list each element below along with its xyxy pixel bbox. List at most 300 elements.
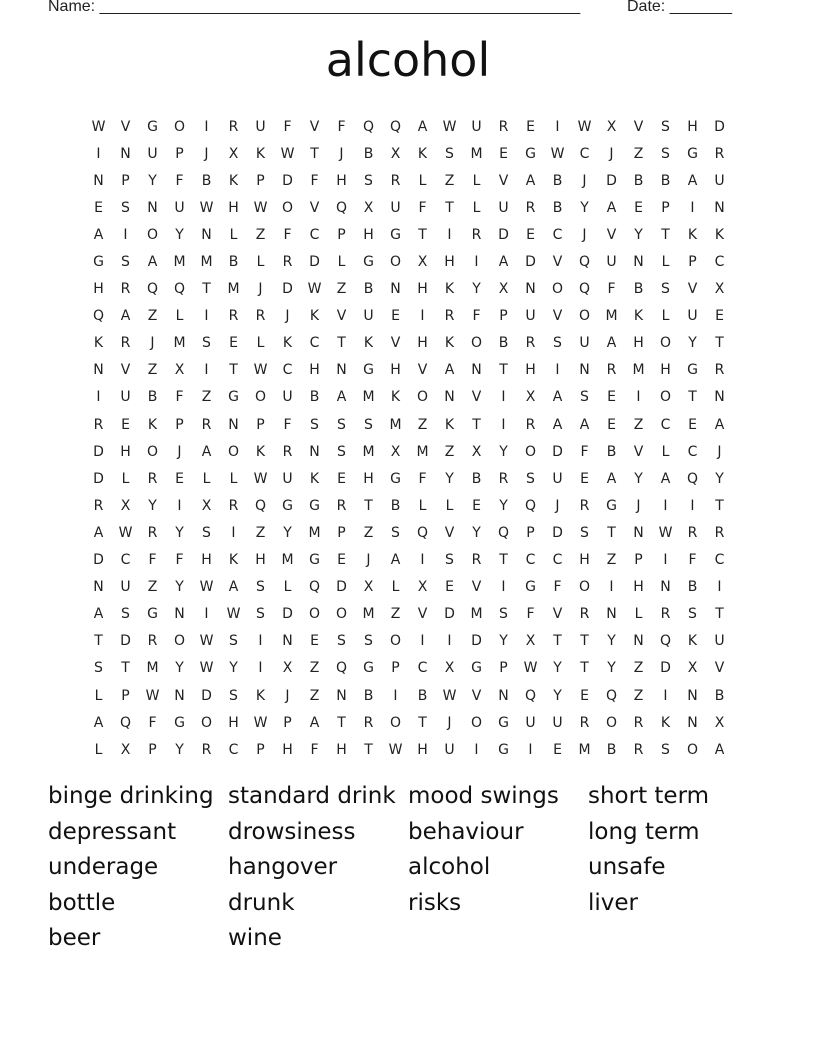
grid-letter: R — [471, 226, 482, 243]
grid-letter: D — [552, 443, 563, 460]
grid-letter: Q — [686, 470, 699, 487]
grid-letter: R — [498, 118, 509, 135]
grid-letter: H — [336, 741, 347, 758]
grid-letter: Q — [92, 308, 105, 325]
word-list-item: drunk — [228, 889, 295, 916]
grid-letter: D — [552, 524, 563, 541]
grid-letter: R — [633, 741, 644, 758]
grid-letter: D — [93, 552, 104, 569]
grid-letter: M — [227, 281, 240, 298]
grid-letter: O — [416, 389, 429, 406]
grid-letter: Y — [688, 335, 697, 352]
grid-letter: T — [337, 335, 346, 352]
grid-letter: P — [634, 552, 643, 569]
grid-letter: J — [582, 172, 587, 189]
grid-letter: X — [714, 714, 725, 731]
grid-letter: X — [417, 254, 428, 271]
grid-letter: K — [363, 335, 374, 352]
grid-letter: W — [307, 281, 322, 298]
word-list-item: unsafe — [588, 854, 666, 880]
grid-letter: K — [93, 335, 104, 352]
grid-letter: R — [579, 606, 590, 623]
grid-letter: G — [606, 497, 617, 514]
grid-letter: G — [498, 741, 509, 758]
grid-letter: S — [499, 606, 508, 623]
grid-letter: A — [93, 714, 104, 731]
grid-letter: E — [121, 416, 130, 433]
grid-letter: R — [525, 416, 536, 433]
grid-letter: G — [363, 362, 374, 379]
grid-letter: N — [606, 606, 617, 623]
grid-letter: C — [660, 416, 671, 433]
grid-row — [85, 357, 733, 384]
word-list-item: beer — [48, 925, 101, 951]
grid-letter: D — [714, 118, 725, 135]
word-list-item: behaviour — [408, 818, 524, 845]
grid-letter: K — [255, 443, 266, 460]
grid-letter: J — [150, 335, 155, 352]
grid-row — [85, 682, 733, 709]
grid-letter: I — [555, 362, 560, 379]
grid-letter: I — [528, 741, 533, 758]
grid-letter: V — [309, 199, 320, 216]
grid-letter: X — [525, 633, 536, 650]
grid-letter: I — [96, 145, 101, 162]
grid-letter: Z — [255, 524, 266, 541]
grid-letter: J — [285, 687, 290, 704]
word-list-item: drowsiness — [228, 818, 356, 845]
grid-letter: N — [390, 281, 401, 298]
grid-letter: S — [661, 118, 670, 135]
grid-letter: I — [474, 254, 479, 271]
grid-letter: T — [337, 714, 346, 731]
grid-letter: J — [339, 145, 344, 162]
grid-letter: A — [93, 606, 104, 623]
grid-letter: X — [444, 660, 455, 677]
grid-letter: Q — [362, 118, 375, 135]
grid-letter: O — [146, 443, 159, 460]
grid-letter: Q — [119, 714, 132, 731]
grid-letter: I — [204, 606, 209, 623]
grid-letter: H — [444, 254, 455, 271]
grid-letter: G — [687, 362, 698, 379]
grid-letter: M — [632, 362, 645, 379]
grid-letter: R — [390, 172, 401, 189]
grid-row — [85, 465, 733, 492]
grid-letter: F — [283, 416, 292, 433]
grid-letter: D — [282, 172, 293, 189]
grid-letter: G — [147, 118, 158, 135]
grid-letter: Y — [553, 687, 562, 704]
grid-letter: H — [417, 741, 428, 758]
grid-letter: B — [606, 741, 617, 758]
grid-letter: Y — [715, 470, 724, 487]
word-list-item: long term — [588, 818, 700, 845]
grid-letter: M — [362, 443, 375, 460]
grid-letter: M — [173, 335, 186, 352]
grid-letter: P — [121, 172, 130, 189]
date-field-label: Date: _______ — [627, 0, 732, 15]
grid-letter: P — [256, 172, 265, 189]
grid-letter: P — [121, 687, 130, 704]
grid-row — [85, 411, 733, 438]
grid-row — [85, 303, 733, 330]
grid-letter: Y — [553, 660, 562, 677]
grid-letter: S — [445, 552, 454, 569]
grid-letter: C — [525, 552, 536, 569]
grid-letter: T — [715, 497, 724, 514]
grid-letter: F — [148, 714, 157, 731]
grid-letter: U — [120, 389, 131, 406]
grid-letter: W — [145, 687, 160, 704]
grid-letter: P — [256, 741, 265, 758]
grid-letter: T — [310, 145, 319, 162]
grid-row — [85, 655, 733, 682]
grid-letter: A — [93, 524, 104, 541]
grid-letter: A — [309, 714, 320, 731]
grid-letter: M — [362, 389, 375, 406]
grid-letter: W — [199, 579, 214, 596]
grid-letter: R — [498, 470, 509, 487]
grid-letter: J — [447, 714, 452, 731]
grid-letter: A — [579, 416, 590, 433]
grid-letter: L — [94, 687, 103, 704]
grid-letter: S — [337, 443, 346, 460]
grid-letter: U — [147, 145, 158, 162]
grid-letter: R — [444, 308, 455, 325]
grid-letter: N — [174, 687, 185, 704]
grid-letter: U — [282, 470, 293, 487]
grid-letter: D — [525, 254, 536, 271]
grid-letter: E — [688, 416, 697, 433]
grid-letter: C — [417, 660, 428, 677]
grid-letter: V — [120, 362, 131, 379]
grid-letter: N — [93, 172, 104, 189]
grid-letter: E — [94, 199, 103, 216]
grid-letter: D — [336, 579, 347, 596]
grid-letter: U — [552, 714, 563, 731]
grid-letter: T — [499, 552, 508, 569]
grid-letter: S — [310, 416, 319, 433]
grid-letter: P — [499, 660, 508, 677]
grid-letter: B — [417, 687, 428, 704]
word-list-item: short term — [588, 783, 710, 809]
grid-letter: H — [228, 714, 239, 731]
grid-letter: U — [714, 172, 725, 189]
grid-letter: A — [444, 362, 455, 379]
grid-letter: O — [659, 335, 672, 352]
grid-letter: W — [550, 145, 565, 162]
grid-letter: D — [282, 281, 293, 298]
grid-letter: Y — [445, 470, 454, 487]
grid-letter: I — [204, 118, 209, 135]
grid-letter: Q — [524, 687, 537, 704]
grid-letter: N — [714, 199, 725, 216]
grid-letter: G — [93, 254, 104, 271]
grid-letter: E — [445, 579, 454, 596]
grid-letter: Q — [254, 497, 267, 514]
grid-letter: I — [258, 633, 263, 650]
grid-letter: E — [499, 145, 508, 162]
grid-letter: O — [686, 741, 699, 758]
grid-letter: R — [228, 497, 239, 514]
grid-letter: L — [256, 335, 265, 352]
grid-letter: L — [229, 226, 238, 243]
grid-letter: T — [580, 660, 589, 677]
grid-letter: N — [714, 389, 725, 406]
grid-letter: S — [256, 606, 265, 623]
grid-letter: I — [447, 633, 452, 650]
grid-letter: R — [606, 362, 617, 379]
grid-row — [85, 736, 733, 763]
grid-letter: A — [120, 308, 131, 325]
grid-letter: N — [93, 579, 104, 596]
grid-letter: Y — [472, 524, 481, 541]
grid-letter: U — [255, 118, 266, 135]
grid-letter: N — [660, 579, 671, 596]
grid-letter: H — [390, 362, 401, 379]
grid-letter: L — [256, 254, 265, 271]
grid-letter: L — [661, 443, 670, 460]
grid-letter: W — [280, 145, 295, 162]
grid-letter: F — [472, 308, 481, 325]
grid-letter: F — [526, 606, 535, 623]
grid-letter: Z — [633, 660, 644, 677]
grid-letter: X — [606, 118, 617, 135]
grid-letter: N — [147, 199, 158, 216]
grid-letter: G — [498, 714, 509, 731]
grid-letter: A — [525, 172, 536, 189]
grid-letter: L — [472, 199, 481, 216]
grid-letter: W — [577, 118, 592, 135]
grid-letter: L — [418, 172, 427, 189]
grid-row — [85, 384, 733, 411]
grid-letter: R — [201, 741, 212, 758]
grid-letter: Z — [147, 579, 158, 596]
grid-letter: X — [714, 281, 725, 298]
grid-letter: B — [309, 389, 320, 406]
grid-letter: H — [660, 362, 671, 379]
grid-letter: T — [472, 416, 481, 433]
grid-letter: Z — [606, 552, 617, 569]
grid-letter: T — [580, 633, 589, 650]
grid-letter: A — [606, 199, 617, 216]
grid-letter: N — [579, 362, 590, 379]
grid-letter: R — [120, 281, 131, 298]
grid-letter: G — [363, 660, 374, 677]
grid-letter: L — [445, 497, 454, 514]
grid-letter: C — [552, 552, 563, 569]
grid-letter: Y — [148, 172, 157, 189]
word-list-item: hangover — [228, 854, 338, 880]
grid-letter: Z — [390, 606, 401, 623]
grid-letter: N — [687, 714, 698, 731]
grid-row — [85, 709, 733, 736]
grid-letter: Y — [175, 524, 184, 541]
grid-letter: I — [123, 226, 128, 243]
grid-letter: W — [118, 524, 133, 541]
grid-letter: X — [201, 497, 212, 514]
grid-letter: N — [282, 633, 293, 650]
grid-letter: W — [388, 741, 403, 758]
grid-letter: C — [552, 226, 563, 243]
grid-letter: G — [687, 145, 698, 162]
grid-letter: L — [202, 470, 211, 487]
grid-letter: X — [174, 362, 185, 379]
word-list-item: liver — [588, 889, 638, 916]
grid-letter: J — [366, 552, 371, 569]
grid-letter: E — [337, 552, 346, 569]
grid-letter: M — [389, 416, 402, 433]
grid-letter: P — [688, 254, 697, 271]
grid-row — [85, 276, 733, 303]
grid-letter: I — [609, 579, 614, 596]
grid-letter: P — [499, 308, 508, 325]
grid-letter: O — [227, 443, 240, 460]
grid-letter: B — [201, 172, 212, 189]
word-list — [48, 780, 768, 958]
grid-letter: T — [202, 281, 211, 298]
grid-letter: L — [94, 741, 103, 758]
grid-letter: E — [391, 308, 400, 325]
grid-letter: I — [393, 687, 398, 704]
grid-letter: Q — [497, 524, 510, 541]
grid-letter: X — [390, 443, 401, 460]
grid-letter: A — [147, 254, 158, 271]
grid-letter: H — [336, 172, 347, 189]
grid-letter: F — [580, 443, 589, 460]
grid-letter: G — [147, 606, 158, 623]
grid-letter: T — [364, 741, 373, 758]
grid-letter: E — [229, 335, 238, 352]
grid-letter: A — [498, 254, 509, 271]
grid-row — [85, 140, 733, 167]
grid-letter: W — [442, 118, 457, 135]
grid-letter: V — [444, 524, 455, 541]
grid-letter: Y — [499, 497, 508, 514]
grid-letter: T — [715, 335, 724, 352]
grid-letter: O — [389, 633, 402, 650]
grid-letter: Y — [283, 524, 292, 541]
grid-letter: B — [606, 443, 617, 460]
grid-letter: R — [147, 633, 158, 650]
grid-letter: Z — [633, 687, 644, 704]
grid-letter: B — [363, 145, 374, 162]
grid-letter: I — [420, 633, 425, 650]
grid-letter: N — [336, 362, 347, 379]
grid-letter: V — [336, 308, 347, 325]
grid-letter: D — [93, 470, 104, 487]
grid-letter: X — [390, 145, 401, 162]
grid-letter: I — [555, 118, 560, 135]
grid-letter: H — [417, 335, 428, 352]
grid-letter: N — [336, 687, 347, 704]
grid-letter: Q — [173, 281, 186, 298]
grid-letter: I — [204, 308, 209, 325]
grid-letter: W — [199, 660, 214, 677]
grid-letter: O — [389, 254, 402, 271]
grid-letter: O — [146, 226, 159, 243]
grid-letter: Z — [444, 172, 455, 189]
grid-letter: K — [255, 687, 266, 704]
grid-letter: E — [607, 416, 616, 433]
grid-letter: J — [555, 497, 560, 514]
grid-letter: S — [364, 172, 373, 189]
grid-letter: H — [363, 470, 374, 487]
grid-letter: Q — [659, 633, 672, 650]
grid-letter: A — [606, 470, 617, 487]
grid-letter: R — [687, 524, 698, 541]
grid-letter: K — [687, 633, 698, 650]
grid-letter: O — [173, 633, 186, 650]
grid-letter: Y — [634, 470, 643, 487]
grid-letter: L — [283, 579, 292, 596]
grid-letter: Y — [175, 660, 184, 677]
grid-letter: S — [337, 633, 346, 650]
grid-letter: Z — [633, 416, 644, 433]
grid-letter: K — [228, 552, 239, 569]
grid-letter: N — [498, 687, 509, 704]
grid-row — [85, 248, 733, 275]
grid-letter: P — [148, 741, 157, 758]
grid-letter: A — [201, 443, 212, 460]
grid-letter: K — [228, 172, 239, 189]
grid-letter: E — [175, 470, 184, 487]
grid-letter: M — [416, 443, 429, 460]
grid-letter: E — [607, 389, 616, 406]
grid-row — [85, 167, 733, 194]
grid-letter: Q — [146, 281, 159, 298]
grid-letter: J — [204, 145, 209, 162]
grid-row — [85, 601, 733, 628]
grid-letter: D — [444, 606, 455, 623]
grid-letter: Y — [472, 281, 481, 298]
grid-letter: O — [335, 606, 348, 623]
grid-letter: Q — [335, 660, 348, 677]
grid-letter: V — [309, 118, 320, 135]
grid-row — [85, 194, 733, 221]
grid-letter: J — [636, 497, 641, 514]
grid-letter: Y — [607, 660, 616, 677]
grid-letter: V — [552, 308, 563, 325]
grid-letter: Y — [499, 443, 508, 460]
grid-letter: Z — [309, 687, 320, 704]
grid-letter: I — [636, 389, 641, 406]
grid-letter: N — [201, 226, 212, 243]
grid-letter: I — [501, 389, 506, 406]
grid-letter: N — [471, 362, 482, 379]
grid-letter: T — [499, 362, 508, 379]
grid-letter: R — [579, 497, 590, 514]
grid-letter: E — [580, 470, 589, 487]
grid-letter: R — [228, 118, 239, 135]
grid-letter: L — [175, 308, 184, 325]
grid-letter: A — [606, 335, 617, 352]
grid-letter: J — [177, 443, 182, 460]
word-list-item: depressant — [48, 818, 177, 845]
grid-letter: U — [579, 335, 590, 352]
grid-letter: I — [663, 497, 668, 514]
grid-letter: Y — [607, 633, 616, 650]
grid-letter: Q — [308, 579, 321, 596]
grid-letter: Z — [336, 281, 347, 298]
grid-letter: E — [337, 470, 346, 487]
grid-letter: V — [471, 687, 482, 704]
grid-letter: G — [363, 254, 374, 271]
grid-letter: U — [390, 199, 401, 216]
grid-letter: S — [202, 524, 211, 541]
grid-letter: L — [472, 172, 481, 189]
